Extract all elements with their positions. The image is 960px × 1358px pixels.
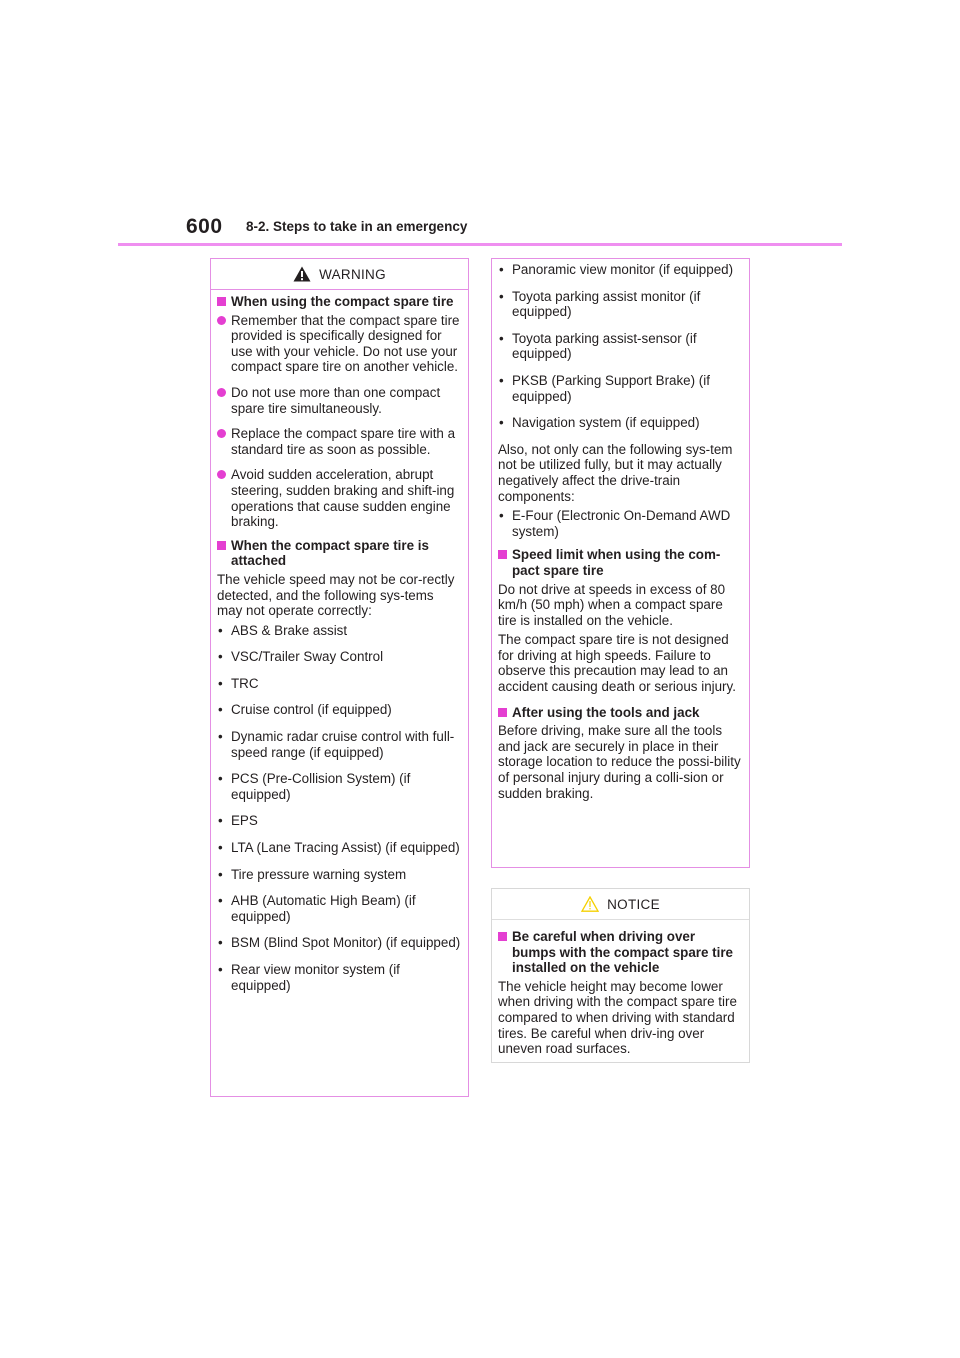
bullet: • (499, 372, 504, 388)
bullet: • (218, 866, 223, 882)
notice-box (491, 888, 750, 1063)
bullet: • (499, 262, 504, 277)
bullet: • (499, 415, 504, 431)
square-bullet-icon (217, 297, 226, 306)
warning-continued-box (491, 258, 750, 868)
square-bullet-icon (498, 932, 507, 941)
system-item: • VSC/Trailer Sway Control (218, 649, 384, 665)
circle-bullet-icon (217, 429, 226, 438)
system-item: • Rear view monitor system (if equipped) (218, 962, 400, 993)
warning-header (211, 259, 468, 290)
circle-bullet-icon (217, 470, 226, 479)
circle-bullet-icon (217, 388, 226, 397)
notice-body (492, 920, 749, 1057)
warning-point: Avoid sudden acceleration, abrupt steering, sudden braking and shift-ing operations that cause sudden engine braking. (217, 467, 461, 529)
section-title: 8-2. Steps to take in an emergency (246, 219, 468, 234)
bullet: • (218, 813, 223, 829)
bullet: • (218, 729, 223, 745)
bullet: • (218, 893, 223, 909)
bullet: • (499, 288, 504, 304)
bullet: • (218, 935, 223, 951)
system-item: • TRC (218, 675, 259, 691)
bullet: • (218, 962, 223, 977)
heading-bumps: Be careful when driving over bumps with the compact spare tire installed on the vehicle (498, 929, 742, 976)
warning-continued-body (492, 259, 749, 801)
bullet: • (218, 622, 223, 638)
warning-point: Remember that the compact spare tire provided is specifically designed for use with your vehicle. Do not use your compact spare tire on another vehicle. (217, 313, 461, 375)
drivetrain-paragraph: Also, not only can the following sys-tem not be utilized fully, but it may actually negatively affect the drive-train components: (498, 441, 733, 504)
system-item: • PKSB (Parking Support Brake) (if equipped) (499, 372, 710, 404)
page-number: 600 (186, 215, 223, 238)
system-item: • AHB (Automatic High Beam) (if equipped) (218, 893, 416, 924)
tools-paragraph: Before driving, make sure all the tools and jack are securely in place in their storage location to reduce the possi-bility of personal injury during a colli-sion or sudden braking. (498, 723, 741, 801)
system-item: • Panoramic view monitor (if equipped) (499, 262, 734, 277)
system-item: • EPS (218, 813, 258, 829)
square-bullet-icon (217, 541, 226, 550)
notice-paragraph: The vehicle height may become lower when driving with the compact spare tire compared to when driving with standard tires. Be careful when driv-ing over uneven road surfaces. (498, 978, 737, 1057)
system-item: • LTA (Lane Tracing Assist) (if equipped) (218, 840, 460, 856)
system-item: • Tire pressure warning system (218, 866, 407, 882)
warning-point: Do not use more than one compact spare tire simultaneously. (217, 385, 461, 416)
bullet: • (218, 675, 223, 691)
system-item: • Navigation system (if equipped) (499, 415, 700, 431)
system-item: • E-Four (Electronic On-Demand AWD system) (499, 508, 731, 539)
system-item: • BSM (Blind Spot Monitor) (if equipped) (218, 935, 461, 951)
header-rule (118, 243, 842, 246)
system-item: • Toyota parking assist monitor (if equipped) (499, 288, 701, 320)
square-bullet-icon (498, 708, 507, 717)
speed-paragraph-1: Do not drive at speeds in excess of 80 km/h (50 mph) when a compact spare tire is installed on the vehicle. (498, 581, 726, 628)
warning-title: WARNING (319, 266, 386, 282)
heading-after-tools: After using the tools and jack (498, 705, 742, 721)
bullet: • (499, 330, 504, 346)
warning-body (211, 290, 468, 993)
spare-attached-paragraph: The vehicle speed may not be cor-rectly detected, and the following sys-tems may not operate correctly: (217, 571, 455, 619)
square-bullet-icon (498, 550, 507, 559)
speed-paragraph-2: The compact spare tire is not designed for driving at high speeds. Failure to observe this precaution may lead to an accident causing death or serious injury. (498, 632, 736, 695)
notice-header (492, 889, 749, 920)
bullet: • (218, 840, 223, 856)
heading-speed-limit: Speed limit when using the com-pact spare tire (498, 547, 742, 578)
system-item: • Dynamic radar cruise control with full-speed range (if equipped) (218, 729, 455, 760)
bullet: • (218, 649, 223, 665)
warning-triangle-icon (293, 266, 311, 282)
warning-box (210, 258, 469, 1097)
heading-spare-attached: When the compact spare tire is attached (217, 538, 461, 569)
warning-point: Replace the compact spare tire with a standard tire as soon as possible. (217, 426, 461, 457)
notice-triangle-icon (581, 896, 599, 912)
system-item: • ABS & Brake assist (218, 622, 348, 638)
circle-bullet-icon (217, 316, 226, 325)
heading-compact-spare: When using the compact spare tire (217, 294, 461, 310)
bullet: • (499, 508, 504, 524)
system-item: • PCS (Pre-Collision System) (if equipped) (218, 771, 411, 802)
system-item: • Toyota parking assist-sensor (if equipped) (499, 330, 697, 362)
system-item: • Cruise control (if equipped) (218, 702, 392, 718)
bullet: • (218, 771, 223, 787)
notice-title: NOTICE (607, 896, 660, 912)
bullet: • (218, 702, 223, 718)
